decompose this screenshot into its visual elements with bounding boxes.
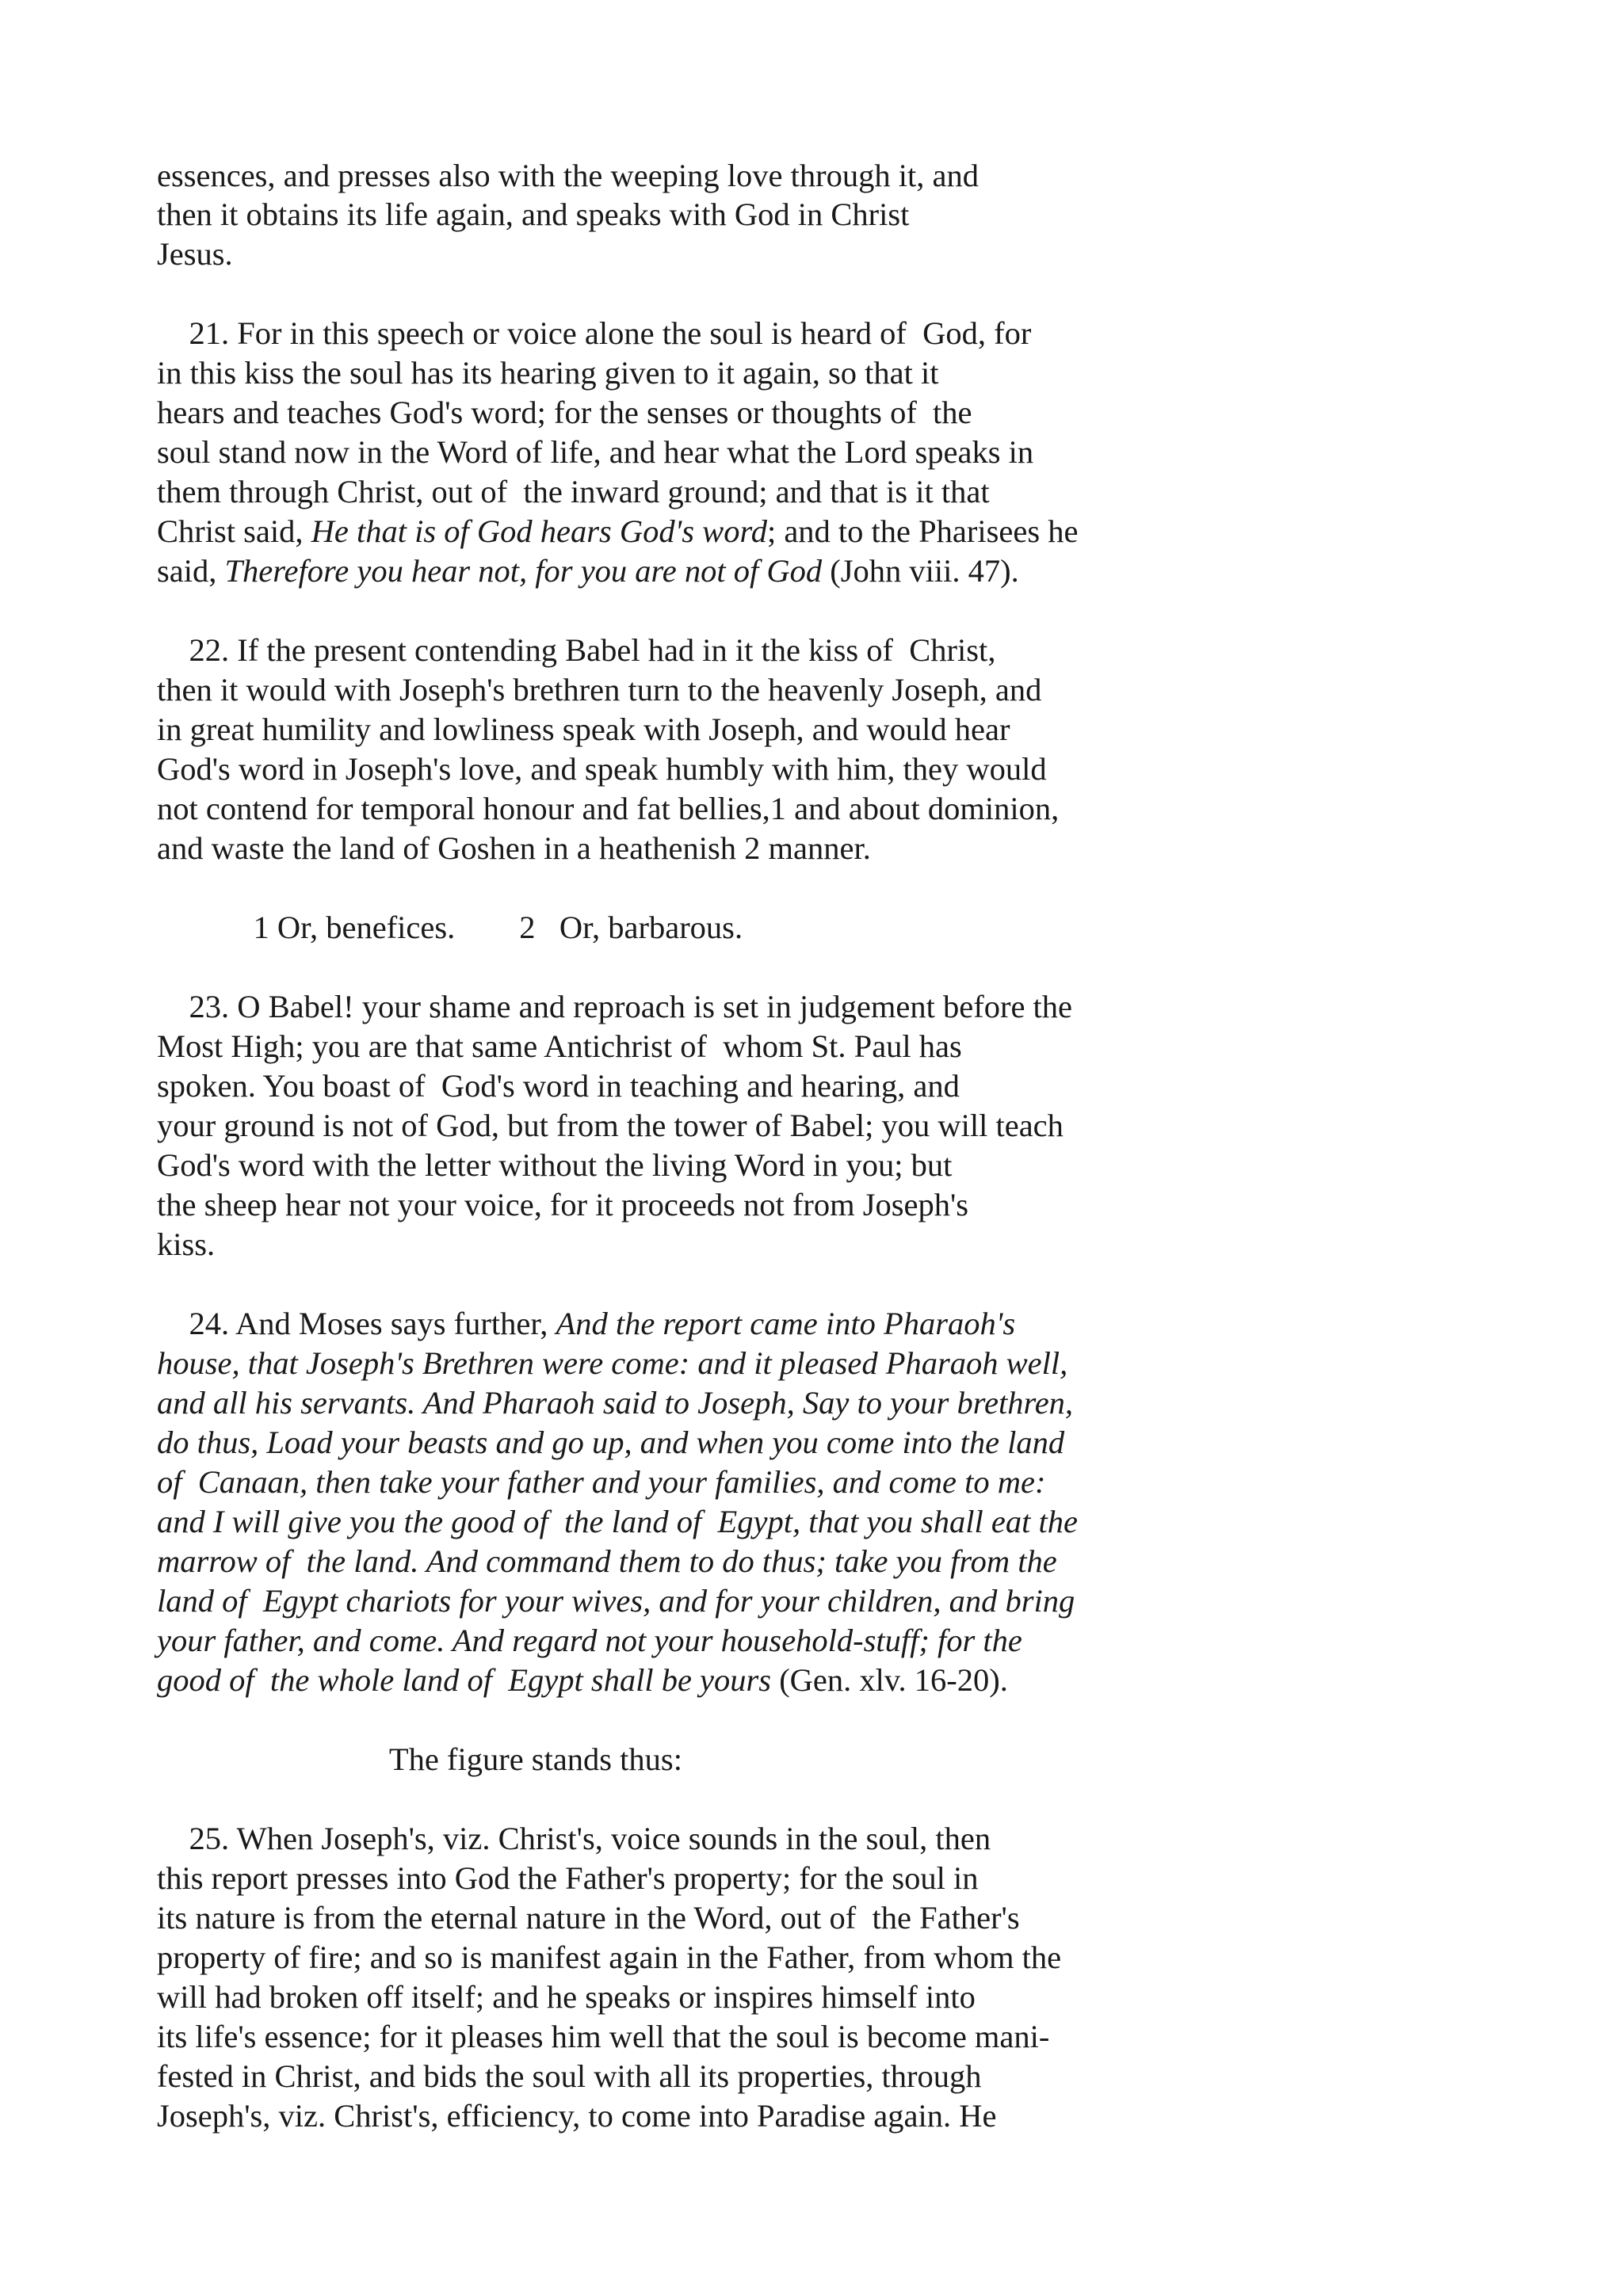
- text-line: [157, 829, 871, 868]
- italic-text-run: your father, and come. And regard not your household-stuff; for the: [157, 1623, 1022, 1658]
- italic-text-run: Therefore you hear not, for you are not of God: [224, 553, 823, 589]
- text-run: its life's essence; for it pleases him well that the soul is become mani-: [157, 2019, 1050, 2054]
- text-line: [157, 1344, 1067, 1383]
- text-line: [157, 1502, 1078, 1542]
- italic-text-run: of Canaan, then take your father and your families, and come to me:: [157, 1464, 1046, 1500]
- text-line: [157, 195, 909, 235]
- text-line: [157, 1621, 1022, 1661]
- italic-text-run: And the report came into Pharaoh's: [556, 1306, 1016, 1341]
- text-run: 24. And Moses says further,: [157, 1306, 556, 1341]
- italic-text-run: marrow of the land. And command them to do thus; take you from the: [157, 1543, 1057, 1579]
- text-run: your ground is not of God, but from the tower of Babel; you will teach: [157, 1108, 1064, 1143]
- text-run: property of fire; and so is manifest again in the Father, from whom the: [157, 1939, 1062, 1975]
- text-line: [157, 472, 990, 512]
- text-run: (John viii. 47).: [822, 553, 1019, 589]
- text-line: [157, 1185, 968, 1225]
- text-run: Jesus.: [157, 236, 233, 272]
- text-run: Most High; you are that same Antichrist of whom St. Paul has: [157, 1028, 962, 1064]
- text-line: [157, 551, 1019, 591]
- text-run: them through Christ, out of the inward ground; and that is it that: [157, 474, 990, 509]
- italic-text-run: and I will give you the good of the land of Egypt, that you shall eat the: [157, 1504, 1078, 1539]
- text-line: [157, 1898, 1020, 1938]
- text-run: (Gen. xlv. 16-20).: [771, 1662, 1008, 1698]
- text-line: [157, 1383, 1073, 1423]
- text-line: [157, 235, 233, 274]
- text-run: ; and to the Pharisees he: [766, 513, 1079, 549]
- heading-text: The figure stands thus:: [157, 1741, 682, 1777]
- text-run: its nature is from the eternal nature in the Word, out of the Father's: [157, 1900, 1020, 1936]
- text-run: not contend for temporal honour and fat bellies,1 and about dominion,: [157, 791, 1060, 826]
- text-run: God's word in Joseph's love, and speak humbly with him, they would: [157, 751, 1047, 787]
- text-run: Joseph's, viz. Christ's, efficiency, to come into Paradise again. He: [157, 2098, 997, 2134]
- text-line: [157, 1225, 215, 1264]
- text-line: [157, 1027, 962, 1066]
- text-line: [157, 1423, 1064, 1463]
- italic-text-run: house, that Joseph's Brethren were come: and it pleased Pharaoh well,: [157, 1345, 1068, 1381]
- text-run: kiss.: [157, 1226, 216, 1262]
- text-run: 21. For in this speech or voice alone the soul is heard of God, for: [157, 315, 1032, 351]
- text-run: this report presses into God the Father's property; for the soul in: [157, 1860, 979, 1896]
- text-line: [157, 631, 995, 670]
- italic-text-run: do thus, Load your beasts and go up, and when you come into the land: [157, 1425, 1065, 1460]
- text-line: [157, 789, 1059, 829]
- text-run: said,: [157, 553, 225, 589]
- text-line: [157, 1066, 960, 1106]
- text-line: [157, 1106, 1064, 1146]
- text-line: [157, 2017, 1049, 2057]
- text-line: [157, 512, 1078, 551]
- text-line: [157, 353, 939, 393]
- text-run: then it obtains its life again, and speaks with God in Christ: [157, 196, 910, 232]
- text-run: spoken. You boast of God's word in teaching and hearing, and: [157, 1068, 960, 1104]
- text-line: [157, 314, 1031, 353]
- footnote-text: 1 Or, benefices. 2 Or, barbarous.: [157, 910, 743, 945]
- section-heading: [157, 1740, 682, 1779]
- text-run: 23. O Babel! your shame and reproach is set in judgement before the: [157, 989, 1073, 1024]
- text-line: [157, 1304, 1015, 1344]
- text-line: [157, 433, 1033, 472]
- text-run: God's word with the letter without the living Word in you; but: [157, 1147, 953, 1183]
- text-run: Christ said,: [157, 513, 311, 549]
- text-line: [157, 2057, 982, 2096]
- italic-text-run: and all his servants. And Pharaoh said to Joseph, Say to your brethren,: [157, 1385, 1074, 1421]
- text-line: [157, 749, 1047, 789]
- text-run: fested in Christ, and bids the soul with all its properties, through: [157, 2058, 982, 2094]
- italic-text-run: good of the whole land of Egypt shall be yours: [157, 1662, 772, 1698]
- text-run: in this kiss the soul has its hearing given to it again, so that it: [157, 355, 939, 391]
- text-line: [157, 1146, 952, 1185]
- text-run: soul stand now in the Word of life, and hear what the Lord speaks in: [157, 434, 1034, 470]
- text-line: [157, 1938, 1061, 1978]
- text-run: 22. If the present contending Babel had in it the kiss of Christ,: [157, 632, 996, 668]
- text-line: [157, 987, 1072, 1027]
- text-line: [157, 156, 979, 196]
- text-run: and waste the land of Goshen in a heathenish 2 manner.: [157, 830, 871, 866]
- text-run: essences, and presses also with the weeping love through it, and: [157, 158, 980, 193]
- text-line: [157, 2096, 996, 2136]
- text-run: in great humility and lowliness speak with Joseph, and would hear: [157, 711, 1010, 747]
- text-run: 25. When Joseph's, viz. Christ's, voice sounds in the soul, then: [157, 1821, 991, 1856]
- text-run: then it would with Joseph's brethren turn to the heavenly Joseph, and: [157, 672, 1042, 707]
- text-run: hears and teaches God's word; for the senses or thoughts of the: [157, 395, 972, 430]
- italic-text-run: He that is of God hears God's word: [311, 513, 767, 549]
- text-line: [157, 1978, 976, 2017]
- text-line: [157, 1819, 991, 1859]
- text-line: [157, 1661, 1008, 1700]
- text-line: [157, 1463, 1045, 1502]
- text-line: [157, 1859, 979, 1898]
- text-line: [157, 1581, 1075, 1621]
- text-line: [157, 393, 972, 433]
- footnote-line: [157, 908, 743, 948]
- text-run: will had broken off itself; and he speaks or inspires himself into: [157, 1979, 976, 2015]
- text-line: [157, 670, 1041, 710]
- text-run: the sheep hear not your voice, for it proceeds not from Joseph's: [157, 1187, 969, 1222]
- text-line: [157, 710, 1010, 749]
- text-line: [157, 1542, 1057, 1581]
- italic-text-run: land of Egypt chariots for your wives, and for your children, and bring: [157, 1583, 1075, 1619]
